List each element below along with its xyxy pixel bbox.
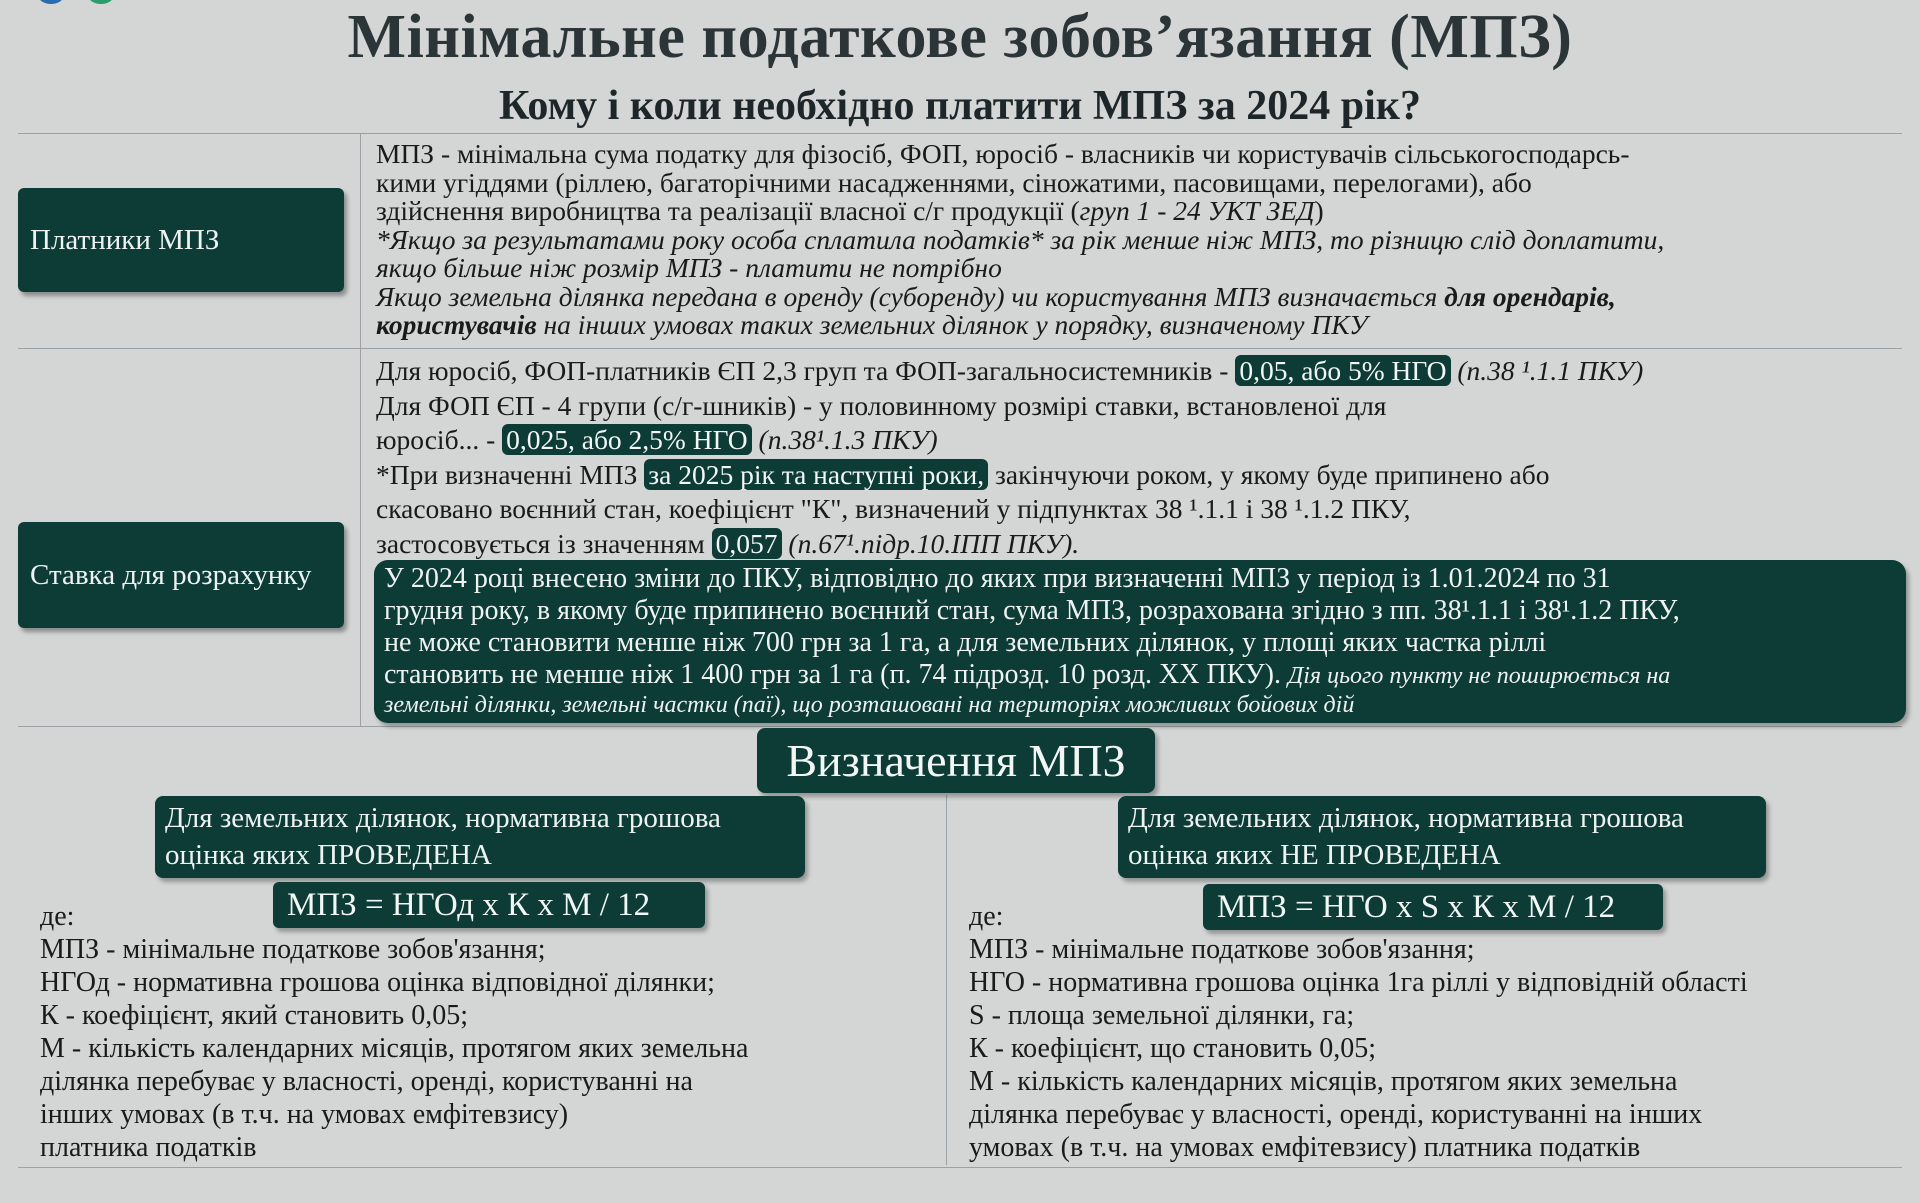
text-line <box>376 254 1664 283</box>
text-line <box>376 223 1665 255</box>
text-line <box>376 311 1664 340</box>
column-divider <box>946 795 947 1165</box>
text-line: Для ФОП ЄП - 4 групи (с/г-шників) - у половинному розмірі ставки, встановленої для <box>376 389 1387 421</box>
formula-not-assessed: МПЗ = НГО х S х К х М / 12 <box>1203 884 1663 930</box>
text-span: (п.38¹.1.3 ПКУ) <box>751 424 938 455</box>
text-line: скасовано воєнний стан, коефіцієнт "К", визначений у підпунктах 38 ¹.1.1 і 38 ¹.1.2 ПКУ, <box>376 493 1411 524</box>
text-line <box>376 527 1643 562</box>
column-divider <box>360 133 361 726</box>
divider <box>18 1167 1902 1168</box>
text-span: для орендарів, <box>1444 280 1616 312</box>
text-line <box>376 423 1643 458</box>
rate-highlight: 0,057 <box>712 528 782 559</box>
case-text: оцінка яких НЕ ПРОВЕДЕНА <box>1128 839 1501 871</box>
text-span: застосовується із значенням <box>376 527 712 559</box>
text-span: Дія цього пункту не поширюється на <box>1287 663 1671 689</box>
text-line: не може становити менше ніж 700 грн за 1 га, а для земельних ділянок, у площі яких частка ріллі <box>384 627 1547 658</box>
divider <box>18 348 1902 349</box>
case-box-assessed <box>155 796 805 878</box>
text-line: кими угіддями (ріллею, багаторічними насадженнями, сіножатими, пасовищами, перелогами), або <box>376 166 1532 198</box>
case-box-not-assessed <box>1118 796 1766 878</box>
definition-line: М - кількість календарних місяців, протягом яких земельна <box>40 1033 749 1064</box>
definition-line: де: <box>969 901 1004 932</box>
text-line: У 2024 році внесено зміни до ПКУ, відповідно до яких при визначенні МПЗ у період із 1.01.2024 по 31 <box>384 563 1611 594</box>
rate-highlight: 0,025, або 2,5% НГО <box>502 424 752 455</box>
text-line <box>376 280 1664 312</box>
text-line <box>376 354 1643 389</box>
text-span: закінчуючи роком, у якому буде припинено або <box>988 458 1550 490</box>
definition-line: платника податків <box>40 1132 257 1163</box>
text-span: *Якщо за результатами року особа сплатила податків* за рік менше ніж МПЗ, то різницю слід доплатити, <box>376 223 1665 255</box>
definition-line: S - площа земельної ділянки, га; <box>969 1000 1355 1031</box>
divider <box>18 726 1902 727</box>
page-subtitle: Кому і коли необхідно платити МПЗ за 2024 рік? <box>499 83 1421 129</box>
rate-highlight: 0,05, або 5% НГО <box>1235 355 1450 386</box>
text-line: земельні ділянки, земельні частки (паї), що розташовані на територіях можливих бойових дій <box>384 692 1355 718</box>
text-span: (п.38 ¹.1.1 ПКУ) <box>1450 355 1644 386</box>
definition-line: НГО - нормативна грошова оцінка 1га ріллі у відповідній області <box>969 967 1748 998</box>
text-span: Якщо земельна ділянка передана в оренду (суборенду) чи користування МПЗ визначається <box>376 280 1445 312</box>
definition-line: ділянка перебуває у власності, оренді, користуванні на <box>40 1066 693 1097</box>
payers-label: Платники МПЗ <box>18 188 344 292</box>
definition-line: К - коефіцієнт, який становить 0,05; <box>40 1000 468 1031</box>
rate-label: Ставка для розрахунку <box>18 522 344 628</box>
divider <box>18 133 1902 134</box>
text-span: груп 1 - 24 УКТ ЗЕД <box>1079 195 1315 226</box>
payers-text <box>376 140 1664 340</box>
text-line <box>384 659 1896 692</box>
definition-line: ділянка перебуває у власності, оренді, користуванні на інших <box>969 1099 1703 1130</box>
definitions-right <box>969 900 1748 1164</box>
text-span: користувачів <box>376 309 537 340</box>
text-span: *При визначенні МПЗ <box>376 458 645 490</box>
page-title: Мінімальне податкове зобов’язання (МПЗ) <box>347 3 1573 71</box>
definition-title: Визначення МПЗ <box>757 728 1155 793</box>
text-span: здійснення виробництва та реалізації власної с/г продукції ( <box>376 195 1080 226</box>
text-span: (п.67¹.підр.10.ІПП ПКУ). <box>781 527 1080 559</box>
definition-line: МПЗ - мінімальне податкове зобов'язання; <box>40 934 546 965</box>
formula-assessed: МПЗ = НГОд х К х М / 12 <box>273 882 705 928</box>
amendment-box <box>374 560 1906 723</box>
text-span: ) <box>1314 195 1324 226</box>
rate-highlight: за 2025 рік та наступні роки, <box>644 459 988 490</box>
text-span: на інших умовах таких земельних ділянок у порядку, визначеному ПКУ <box>536 309 1368 340</box>
definition-line: де: <box>40 901 75 932</box>
rate-text <box>376 354 1643 561</box>
text-line: грудня року, в якому буде припинено воєнний стан, сума МПЗ, розрахована згідно з пп. 38¹.1.1 і 38¹.1.2 ПКУ, <box>384 595 1680 626</box>
case-text: Для земельних ділянок, нормативна грошова <box>1128 802 1684 834</box>
text-line: МПЗ - мінімальна сума податку для фізосіб, ФОП, юросіб - власників чи користувачів сільськогосподарсь- <box>376 138 1630 169</box>
text-span: якщо більше ніж розмір МПЗ - платити не потрібно <box>376 252 1002 283</box>
definition-line: МПЗ - мінімальне податкове зобов'язання; <box>969 934 1475 965</box>
text-line <box>376 458 1643 493</box>
definitions-left <box>40 900 748 1164</box>
case-text: Для земельних ділянок, нормативна грошова <box>165 802 721 834</box>
definition-line: умовах (в т.ч. на умовах емфітевзису) платника податків <box>969 1132 1641 1163</box>
text-span: Для юросіб, ФОП-платників ЄП 2,3 груп та ФОП-загальносистемників - <box>376 355 1236 386</box>
text-span: становить не менше ніж 1 400 грн за 1 га (п. 74 підрозд. 10 розд. ХХ ПКУ). <box>384 659 1288 690</box>
definition-line: М - кількість календарних місяців, протягом яких земельна <box>969 1066 1678 1097</box>
text-line <box>376 197 1664 226</box>
definition-line: інших умовах (в т.ч. на умовах емфітевзису) <box>40 1099 569 1130</box>
case-text: оцінка яких ПРОВЕДЕНА <box>165 839 492 871</box>
text-span: юросіб... - <box>376 424 503 455</box>
definition-line: НГОд - нормативна грошова оцінка відповідної ділянки; <box>40 967 715 998</box>
definition-line: К - коефіцієнт, що становить 0,05; <box>969 1033 1377 1064</box>
